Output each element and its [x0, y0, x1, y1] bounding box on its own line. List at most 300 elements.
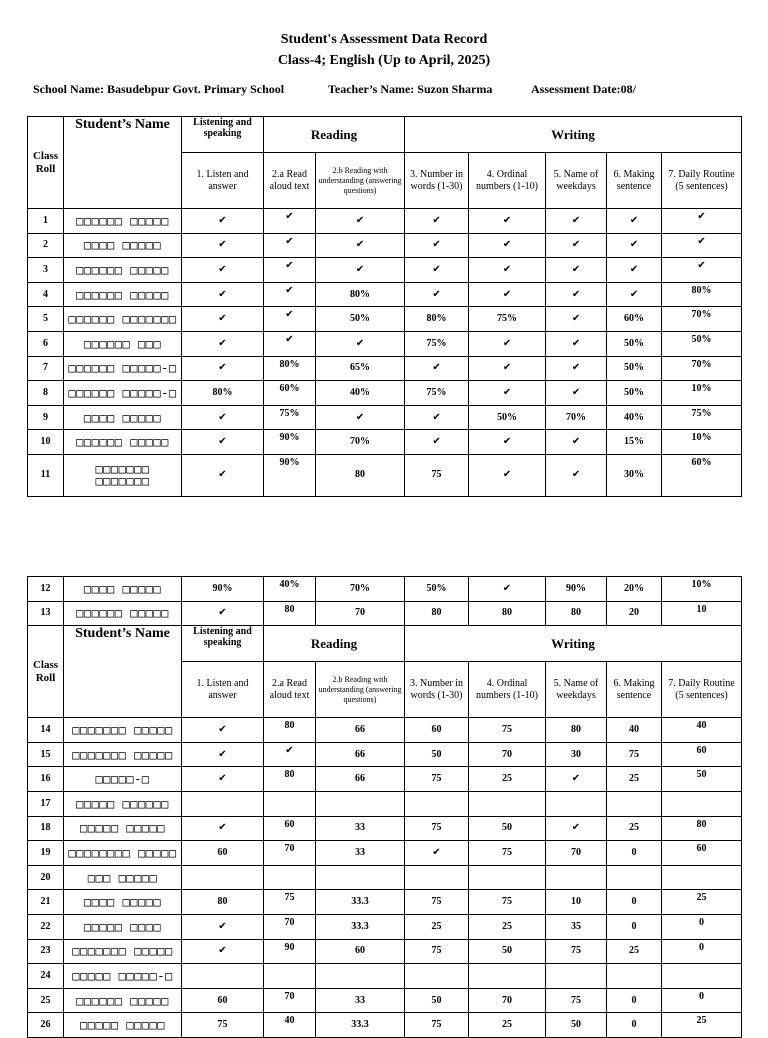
- class-roll: 7: [28, 356, 64, 381]
- score-cell: 50: [405, 988, 469, 1013]
- student-name-header: Student’s Name: [64, 626, 182, 718]
- score-cell: 70: [264, 841, 316, 866]
- score-cell: ✔: [264, 209, 316, 234]
- score-cell: [662, 865, 742, 890]
- score-cell: ✔: [405, 233, 469, 258]
- score-cell: ✔: [316, 258, 405, 283]
- score-cell: 80%: [316, 282, 405, 307]
- score-cell: 30%: [607, 454, 662, 496]
- score-cell: 75%: [405, 331, 469, 356]
- score-cell: 70: [316, 601, 405, 626]
- score-cell: ✔: [546, 282, 607, 307]
- table-row: [28, 233, 742, 258]
- score-cell: [469, 865, 546, 890]
- class-roll: 15: [28, 742, 64, 767]
- class-roll: 25: [28, 988, 64, 1013]
- score-cell: ✔: [546, 356, 607, 381]
- class-roll: 23: [28, 939, 64, 964]
- score-cell: [607, 865, 662, 890]
- score-cell: [662, 964, 742, 989]
- score-cell: ✔: [469, 577, 546, 602]
- listen-answer-header: 1. Listen and answer: [182, 662, 264, 718]
- score-cell: 90%: [546, 577, 607, 602]
- score-cell: [316, 865, 405, 890]
- score-cell: 50%: [607, 331, 662, 356]
- score-cell: 40%: [264, 577, 316, 602]
- score-cell: 80%: [662, 282, 742, 307]
- score-cell: ✔: [182, 914, 264, 939]
- score-cell: 0: [662, 914, 742, 939]
- score-cell: ✔: [546, 307, 607, 332]
- score-cell: 80: [264, 718, 316, 743]
- table-row: [28, 988, 742, 1013]
- score-cell: [182, 791, 264, 816]
- score-cell: ✔: [546, 233, 607, 258]
- score-cell: [405, 865, 469, 890]
- student-name: □□□□□□ □□□□□□□: [64, 307, 182, 332]
- score-cell: ✔: [182, 454, 264, 496]
- score-cell: 25: [607, 816, 662, 841]
- score-cell: [182, 964, 264, 989]
- class-roll: 11: [28, 454, 64, 496]
- score-cell: ✔: [662, 209, 742, 234]
- score-cell: [469, 964, 546, 989]
- class-roll: 26: [28, 1013, 64, 1038]
- score-cell: 70%: [662, 307, 742, 332]
- student-name: □□□□□□ □□□□□: [64, 209, 182, 234]
- score-cell: 35: [546, 914, 607, 939]
- score-cell: [546, 964, 607, 989]
- score-cell: 70: [264, 988, 316, 1013]
- table-row: [28, 964, 742, 989]
- student-name: □□□□□□□ □□□□□: [64, 939, 182, 964]
- class-roll: 14: [28, 718, 64, 743]
- score-cell: 60: [182, 841, 264, 866]
- score-cell: ✔: [264, 331, 316, 356]
- score-cell: ✔: [662, 258, 742, 283]
- score-cell: 75: [546, 988, 607, 1013]
- score-cell: 60: [316, 939, 405, 964]
- score-cell: 40: [264, 1013, 316, 1038]
- student-name: □□□□□□□ □□□□□: [64, 742, 182, 767]
- score-cell: 80: [469, 601, 546, 626]
- score-cell: 80: [316, 454, 405, 496]
- table-row: [28, 865, 742, 890]
- score-cell: 75: [607, 742, 662, 767]
- score-cell: 10%: [662, 430, 742, 455]
- table-row: [28, 742, 742, 767]
- score-cell: 0: [607, 914, 662, 939]
- table-row: [28, 601, 742, 626]
- listening-speaking-header: Listening and speaking: [182, 626, 264, 662]
- class-roll: 18: [28, 816, 64, 841]
- score-cell: 20%: [607, 577, 662, 602]
- score-cell: 20: [607, 601, 662, 626]
- class-roll-header: Class Roll: [28, 117, 64, 209]
- score-cell: [405, 964, 469, 989]
- score-cell: 65%: [316, 356, 405, 381]
- student-name: □□□□□□□ □□□□□□□: [64, 454, 182, 496]
- score-cell: ✔: [316, 331, 405, 356]
- table-row: [28, 890, 742, 915]
- class-roll: 6: [28, 331, 64, 356]
- class-roll: 10: [28, 430, 64, 455]
- score-cell: ✔: [405, 841, 469, 866]
- score-cell: ✔: [405, 430, 469, 455]
- table-row: [28, 939, 742, 964]
- score-cell: 75: [469, 718, 546, 743]
- score-cell: ✔: [264, 307, 316, 332]
- score-cell: 60: [405, 718, 469, 743]
- score-cell: [662, 791, 742, 816]
- score-cell: 50%: [469, 405, 546, 430]
- score-cell: 10%: [662, 381, 742, 406]
- score-cell: ✔: [264, 282, 316, 307]
- reading-understanding-header: 2.b Reading with understanding (answering questions): [316, 153, 405, 209]
- table-row: [28, 718, 742, 743]
- score-cell: 75: [469, 841, 546, 866]
- score-cell: 75: [405, 1013, 469, 1038]
- score-cell: [607, 964, 662, 989]
- page-title: Student's Assessment Data Record: [280, 32, 488, 47]
- score-cell: ✔: [469, 282, 546, 307]
- score-cell: ✔: [182, 356, 264, 381]
- score-cell: 80%: [264, 356, 316, 381]
- header-row: [28, 117, 742, 153]
- student-name: □□□□□ □□□□□□: [64, 791, 182, 816]
- listen-answer-header: 1. Listen and answer: [182, 153, 264, 209]
- score-cell: ✔: [264, 258, 316, 283]
- score-cell: 75: [405, 454, 469, 496]
- table-row: [28, 356, 742, 381]
- score-cell: 50: [469, 939, 546, 964]
- score-cell: [546, 865, 607, 890]
- score-cell: ✔: [469, 430, 546, 455]
- score-cell: ✔: [546, 258, 607, 283]
- score-cell: ✔: [316, 405, 405, 430]
- score-cell: ✔: [469, 233, 546, 258]
- score-cell: ✔: [607, 282, 662, 307]
- score-cell: 40: [607, 718, 662, 743]
- score-cell: 50%: [607, 356, 662, 381]
- score-cell: 50%: [316, 307, 405, 332]
- score-cell: 50: [469, 816, 546, 841]
- score-cell: ✔: [469, 454, 546, 496]
- student-name: □□□□ □□□□□: [64, 405, 182, 430]
- score-cell: 33.3: [316, 890, 405, 915]
- score-cell: 60%: [607, 307, 662, 332]
- read-aloud-header: 2.a Read aloud text: [264, 662, 316, 718]
- student-name: □□□□□-□: [64, 767, 182, 792]
- number-words-header: 3. Number in words (1-30): [405, 662, 469, 718]
- score-cell: ✔: [182, 307, 264, 332]
- score-cell: ✔: [405, 356, 469, 381]
- score-cell: ✔: [316, 233, 405, 258]
- score-cell: 80: [546, 718, 607, 743]
- score-cell: 75%: [662, 405, 742, 430]
- score-cell: 75: [405, 816, 469, 841]
- student-name-header: Student’s Name: [64, 117, 182, 209]
- score-cell: ✔: [546, 454, 607, 496]
- score-cell: 60%: [264, 381, 316, 406]
- table-row: [28, 209, 742, 234]
- student-name: □□□□□□□□ □□□□□: [64, 841, 182, 866]
- class-roll: 17: [28, 791, 64, 816]
- table-row: [28, 841, 742, 866]
- score-cell: 10: [546, 890, 607, 915]
- score-cell: ✔: [405, 282, 469, 307]
- score-cell: [264, 865, 316, 890]
- score-cell: 80: [182, 890, 264, 915]
- score-cell: 25: [662, 890, 742, 915]
- score-cell: ✔: [316, 209, 405, 234]
- score-cell: ✔: [469, 331, 546, 356]
- score-cell: [316, 791, 405, 816]
- assessment-date: Assessment Date:08/: [531, 82, 636, 96]
- table-row: [28, 307, 742, 332]
- class-roll: 13: [28, 601, 64, 626]
- read-aloud-header: 2.a Read aloud text: [264, 153, 316, 209]
- score-cell: 0: [607, 988, 662, 1013]
- score-cell: 25: [607, 767, 662, 792]
- table-row: [28, 791, 742, 816]
- score-cell: ✔: [405, 258, 469, 283]
- class-roll: 5: [28, 307, 64, 332]
- score-cell: ✔: [405, 209, 469, 234]
- score-cell: ✔: [264, 742, 316, 767]
- student-name: □□□□□ □□□□□-□: [64, 964, 182, 989]
- table-row: [28, 381, 742, 406]
- score-cell: 90%: [182, 577, 264, 602]
- score-cell: 66: [316, 742, 405, 767]
- score-cell: 70: [546, 841, 607, 866]
- score-cell: ✔: [469, 356, 546, 381]
- score-cell: 75: [405, 939, 469, 964]
- table-row: [28, 405, 742, 430]
- score-cell: 25: [405, 914, 469, 939]
- class-roll-header: Class Roll: [28, 626, 64, 718]
- score-cell: [546, 791, 607, 816]
- making-sentence-header: 6. Making sentence: [607, 153, 662, 209]
- score-cell: 0: [607, 841, 662, 866]
- student-name: □□□□□□ □□□□□: [64, 430, 182, 455]
- score-cell: 0: [662, 939, 742, 964]
- listening-speaking-header: Listening and speaking: [182, 117, 264, 153]
- class-roll: 1: [28, 209, 64, 234]
- score-cell: ✔: [546, 209, 607, 234]
- reading-header: Reading: [264, 626, 405, 662]
- table-row: [28, 914, 742, 939]
- score-cell: [264, 964, 316, 989]
- score-cell: 50%: [405, 577, 469, 602]
- header-row: [28, 626, 742, 662]
- score-cell: 75: [182, 1013, 264, 1038]
- student-name: □□□□□□ □□□□□: [64, 601, 182, 626]
- score-cell: ✔: [182, 282, 264, 307]
- score-cell: 80%: [182, 381, 264, 406]
- score-cell: 66: [316, 767, 405, 792]
- making-sentence-header: 6. Making sentence: [607, 662, 662, 718]
- class-roll: 19: [28, 841, 64, 866]
- class-roll: 16: [28, 767, 64, 792]
- score-cell: 25: [469, 1013, 546, 1038]
- score-cell: 70%: [316, 430, 405, 455]
- score-cell: 90: [264, 939, 316, 964]
- score-cell: 50: [405, 742, 469, 767]
- student-name: □□□□□□ □□□□□: [64, 258, 182, 283]
- weekdays-header: 5. Name of weekdays: [546, 662, 607, 718]
- score-cell: ✔: [182, 430, 264, 455]
- score-cell: ✔: [607, 233, 662, 258]
- table-row: [28, 258, 742, 283]
- score-cell: [607, 791, 662, 816]
- score-cell: 70%: [546, 405, 607, 430]
- class-roll: 3: [28, 258, 64, 283]
- table-row: [28, 816, 742, 841]
- score-cell: ✔: [469, 258, 546, 283]
- score-cell: 25: [469, 914, 546, 939]
- score-cell: 75: [405, 890, 469, 915]
- score-cell: 70%: [662, 356, 742, 381]
- score-cell: 66: [316, 718, 405, 743]
- score-cell: ✔: [607, 258, 662, 283]
- score-cell: 60: [662, 742, 742, 767]
- score-cell: ✔: [182, 331, 264, 356]
- score-cell: 90%: [264, 454, 316, 496]
- daily-routine-header: 7. Daily Routine (5 sentences): [662, 153, 742, 209]
- score-cell: 80: [546, 601, 607, 626]
- score-cell: 0: [607, 1013, 662, 1038]
- score-cell: 80: [264, 601, 316, 626]
- score-cell: ✔: [546, 381, 607, 406]
- score-cell: ✔: [546, 816, 607, 841]
- score-cell: [469, 791, 546, 816]
- score-cell: 33: [316, 816, 405, 841]
- class-roll: 22: [28, 914, 64, 939]
- assessment-table-2: [27, 576, 742, 1038]
- score-cell: 60: [662, 841, 742, 866]
- student-name: □□□□□□ □□□□□-□: [64, 381, 182, 406]
- score-cell: 0: [607, 890, 662, 915]
- score-cell: 40%: [316, 381, 405, 406]
- student-name: □□□□□□ □□□□□: [64, 282, 182, 307]
- score-cell: ✔: [182, 767, 264, 792]
- student-name: □□□□□□□ □□□□□: [64, 718, 182, 743]
- score-cell: [316, 964, 405, 989]
- table-row: [28, 282, 742, 307]
- writing-header: Writing: [405, 117, 742, 153]
- table-row: [28, 454, 742, 496]
- student-name: □□□□ □□□□□: [64, 890, 182, 915]
- score-cell: 25: [662, 1013, 742, 1038]
- student-name: □□□ □□□□□: [64, 865, 182, 890]
- score-cell: 80: [405, 601, 469, 626]
- score-cell: ✔: [662, 233, 742, 258]
- score-cell: 40%: [607, 405, 662, 430]
- table-row: [28, 1013, 742, 1038]
- score-cell: 15%: [607, 430, 662, 455]
- score-cell: 90%: [264, 430, 316, 455]
- student-name: □□□□□ □□□□□: [64, 1013, 182, 1038]
- score-cell: 60: [264, 816, 316, 841]
- score-cell: 33: [316, 841, 405, 866]
- score-cell: 25: [469, 767, 546, 792]
- student-name: □□□□□□ □□□: [64, 331, 182, 356]
- class-roll: 8: [28, 381, 64, 406]
- score-cell: ✔: [546, 767, 607, 792]
- score-cell: 0: [662, 988, 742, 1013]
- score-cell: 75: [546, 939, 607, 964]
- class-roll: 20: [28, 865, 64, 890]
- score-cell: 75%: [405, 381, 469, 406]
- score-cell: 33.3: [316, 1013, 405, 1038]
- weekdays-header: 5. Name of weekdays: [546, 153, 607, 209]
- score-cell: 33: [316, 988, 405, 1013]
- score-cell: 70: [469, 742, 546, 767]
- score-cell: 60%: [662, 454, 742, 496]
- score-cell: [264, 791, 316, 816]
- daily-routine-header: 7. Daily Routine (5 sentences): [662, 662, 742, 718]
- score-cell: [182, 865, 264, 890]
- score-cell: 75%: [264, 405, 316, 430]
- class-roll: 12: [28, 577, 64, 602]
- school-name: School Name: Basudebpur Govt. Primary School: [33, 82, 285, 96]
- score-cell: ✔: [607, 209, 662, 234]
- table-row: [28, 331, 742, 356]
- class-roll: 21: [28, 890, 64, 915]
- class-roll: 9: [28, 405, 64, 430]
- score-cell: 70: [264, 914, 316, 939]
- score-cell: ✔: [469, 209, 546, 234]
- score-cell: 40: [662, 718, 742, 743]
- student-name: □□□□ □□□□□: [64, 577, 182, 602]
- class-roll: 24: [28, 964, 64, 989]
- class-roll: 2: [28, 233, 64, 258]
- score-cell: 80: [662, 816, 742, 841]
- page-subtitle: Class-4; English (Up to April, 2025): [277, 53, 491, 68]
- score-cell: 80%: [405, 307, 469, 332]
- class-roll: 4: [28, 282, 64, 307]
- score-cell: ✔: [405, 405, 469, 430]
- score-cell: 70: [469, 988, 546, 1013]
- table-row: [28, 577, 742, 602]
- score-cell: ✔: [182, 601, 264, 626]
- student-name: □□□□□□ □□□□□: [64, 988, 182, 1013]
- score-cell: 10%: [662, 577, 742, 602]
- reading-understanding-header: 2.b Reading with understanding (answering questions): [316, 662, 405, 718]
- score-cell: ✔: [469, 381, 546, 406]
- ordinal-numbers-header: 4. Ordinal numbers (1-10): [469, 153, 546, 209]
- score-cell: ✔: [182, 405, 264, 430]
- score-cell: ✔: [546, 331, 607, 356]
- student-name: □□□□□ □□□□: [64, 914, 182, 939]
- reading-header: Reading: [264, 117, 405, 153]
- score-cell: 50%: [662, 331, 742, 356]
- score-cell: 60: [182, 988, 264, 1013]
- score-cell: 70%: [316, 577, 405, 602]
- score-cell: ✔: [182, 718, 264, 743]
- score-cell: ✔: [182, 209, 264, 234]
- table-row: [28, 430, 742, 455]
- score-cell: ✔: [264, 233, 316, 258]
- score-cell: 75: [405, 767, 469, 792]
- score-cell: ✔: [182, 939, 264, 964]
- score-cell: 50: [662, 767, 742, 792]
- score-cell: 30: [546, 742, 607, 767]
- score-cell: ✔: [182, 816, 264, 841]
- score-cell: 25: [607, 939, 662, 964]
- student-name: □□□□ □□□□□: [64, 233, 182, 258]
